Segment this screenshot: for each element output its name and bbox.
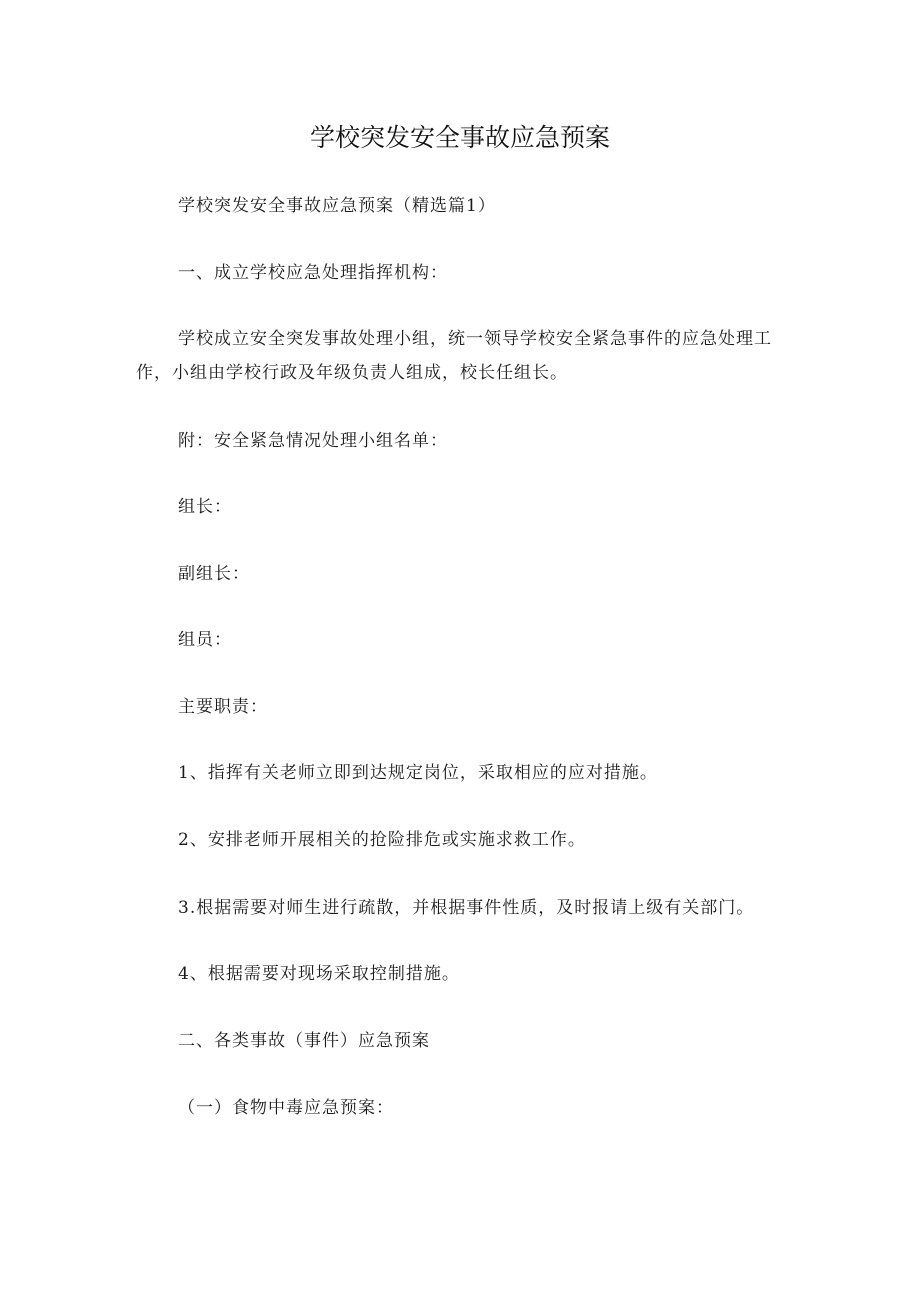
paragraph-duty-4: 4、根据需要对现场采取控制措施。 — [178, 964, 460, 984]
paragraph-duties: 主要职责： — [178, 697, 268, 717]
paragraph-duty-2: 2、安排老师开展相关的抢险排危或实施求救工作。 — [178, 830, 586, 850]
paragraph-section-2-heading: 二、各类事故（事件）应急预案 — [178, 1031, 430, 1051]
paragraph-duty-1: 1、指挥有关老师立即到达规定岗位，采取相应的应对措施。 — [178, 763, 658, 783]
paragraph-deputy-leader: 副组长： — [178, 564, 250, 584]
paragraph-leader: 组长： — [178, 497, 232, 517]
paragraph-duty-3: 3.根据需要对师生进行疏散，并根据事件性质，及时报请上级有关部门。 — [178, 898, 755, 918]
paragraph-members: 组员： — [178, 630, 232, 650]
document-title: 学校突发安全事故应急预案 — [309, 123, 610, 152]
paragraph-section-1-body: 学校成立安全突发事故处理小组，统一领导学校安全紧急事件的应急处理工作，小组由学校行政及年级负责人组成，校长任组长。 — [136, 329, 772, 383]
paragraph-appendix: 附：安全紧急情况处理小组名单： — [178, 431, 448, 451]
paragraph-section-1-heading: 一、成立学校应急处理指挥机构： — [178, 263, 448, 283]
paragraph-subtitle: 学校突发安全事故应急预案（精选篇1） — [178, 196, 496, 216]
paragraph-food-poisoning-plan: （一）食物中毒应急预案： — [178, 1098, 394, 1118]
